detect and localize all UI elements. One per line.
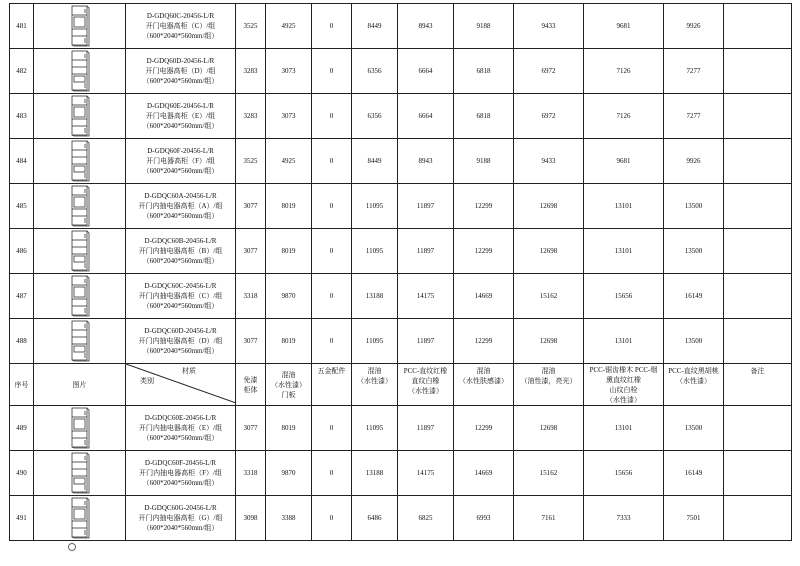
tall-cabinet-drawing-icon <box>69 140 91 182</box>
row-mix-water: 6486 <box>352 496 398 541</box>
row-mix-oil: 9433 <box>514 4 584 49</box>
row-pcc-walnut: 9926 <box>664 139 724 184</box>
table-row <box>10 406 792 451</box>
row-seq: 487 <box>10 274 34 319</box>
row-mix-water: 11095 <box>352 184 398 229</box>
row-mix-oil: 6972 <box>514 49 584 94</box>
row-exempt: 3077 <box>236 229 266 274</box>
row-model: D-GDQC60D-20456-L/R <box>144 327 217 335</box>
row-size: （600*2040*560mm/组） <box>142 257 219 265</box>
row-picture <box>34 451 126 496</box>
row-model-cell <box>126 184 236 229</box>
row-mix-skin: 14669 <box>454 274 514 319</box>
row-mix-skin: 12299 <box>454 406 514 451</box>
row-mix-oil: 12698 <box>514 229 584 274</box>
row-remark <box>724 184 792 229</box>
row-hardware: 0 <box>312 451 352 496</box>
row-seq: 489 <box>10 406 34 451</box>
table-row <box>10 139 792 184</box>
row-hardware: 0 <box>312 319 352 364</box>
header-pcc-walnut-line1: PCC-直纹黑胡桃 <box>668 367 719 375</box>
table-row <box>10 4 792 49</box>
header-mix-oil-line2: （油性漆，亮光） <box>520 377 577 385</box>
table-header-block <box>10 364 792 406</box>
row-remark <box>724 274 792 319</box>
row-model-cell <box>126 496 236 541</box>
row-pcc-saw: 13101 <box>584 184 664 229</box>
row-pcc-oak: 6664 <box>398 94 454 139</box>
row-model: D-GDQ60E-20456-L/R <box>147 102 214 110</box>
row-picture <box>34 139 126 184</box>
tall-cabinet-drawing-icon <box>69 320 91 362</box>
row-hardware: 0 <box>312 139 352 184</box>
price-table <box>9 3 792 541</box>
row-exempt: 3283 <box>236 49 266 94</box>
row-model: D-GDQC60F-20456-L/R <box>144 459 217 467</box>
header-remark: 备注 <box>724 364 792 406</box>
row-name: 开门内抽电器高柜（D）/组 <box>138 337 223 345</box>
row-mix-oil: 15162 <box>514 451 584 496</box>
row-mix-skin: 9188 <box>454 139 514 184</box>
row-pcc-walnut: 13500 <box>664 229 724 274</box>
row-model-cell <box>126 139 236 184</box>
row-model: D-GDQ60D-20456-L/R <box>146 57 215 65</box>
row-mix-door: 3388 <box>266 496 312 541</box>
header-exempt <box>236 364 266 406</box>
header-mix-door-line2: （水性漆） <box>271 380 306 389</box>
row-hardware: 0 <box>312 406 352 451</box>
row-exempt: 3098 <box>236 496 266 541</box>
row-seq: 486 <box>10 229 34 274</box>
row-pcc-oak: 11897 <box>398 184 454 229</box>
row-pcc-oak: 11897 <box>398 406 454 451</box>
row-name: 开门电器高柜（F）/组 <box>146 157 215 165</box>
header-pcc-oak-line2: 直纹白橡 <box>411 377 440 385</box>
row-model-cell <box>126 4 236 49</box>
row-remark <box>724 229 792 274</box>
tall-cabinet-drawing-icon <box>69 275 91 317</box>
row-remark <box>724 319 792 364</box>
row-pcc-saw: 9681 <box>584 4 664 49</box>
row-pcc-saw: 15656 <box>584 451 664 496</box>
tall-cabinet-drawing-icon <box>69 407 91 449</box>
row-name: 开门内抽电器高柜（G）/组 <box>138 514 223 522</box>
row-mix-skin: 12299 <box>454 229 514 274</box>
row-mix-door: 3073 <box>266 49 312 94</box>
header-pcc-oak-line1: PCC-直纹红橡 <box>403 367 448 375</box>
row-hardware: 0 <box>312 49 352 94</box>
row-model: D-GDQ60F-20456-L/R <box>147 147 214 155</box>
header-pcc-oak <box>398 364 454 406</box>
table-row <box>10 184 792 229</box>
row-pcc-walnut: 7501 <box>664 496 724 541</box>
row-model: D-GDQ60C-20456-L/R <box>146 12 215 20</box>
row-exempt: 3077 <box>236 319 266 364</box>
row-model-cell <box>126 319 236 364</box>
tall-cabinet-drawing-icon <box>69 95 91 137</box>
row-mix-skin: 9188 <box>454 4 514 49</box>
header-seq: 序号 <box>10 364 34 406</box>
row-exempt: 3318 <box>236 274 266 319</box>
row-mix-skin: 12299 <box>454 319 514 364</box>
row-mix-water: 11095 <box>352 319 398 364</box>
row-model-cell <box>126 229 236 274</box>
row-mix-door: 3073 <box>266 94 312 139</box>
table-row <box>10 94 792 139</box>
row-model-cell <box>126 49 236 94</box>
tall-cabinet-drawing-icon <box>69 50 91 92</box>
row-remark <box>724 496 792 541</box>
row-size: （600*2040*560mm/组） <box>142 479 219 487</box>
table-row <box>10 49 792 94</box>
row-mix-oil: 15162 <box>514 274 584 319</box>
row-picture <box>34 229 126 274</box>
header-mix-water-line2: （水性漆） <box>357 377 392 385</box>
row-size: （600*2040*560mm/组） <box>142 167 219 175</box>
row-mix-oil: 12698 <box>514 184 584 229</box>
page-corner-mark <box>68 543 76 551</box>
row-mix-water: 8449 <box>352 139 398 184</box>
header-mix-skin <box>454 364 514 406</box>
row-picture <box>34 319 126 364</box>
header-pcc-saw-line2: 熏直纹红橡 <box>606 376 641 384</box>
row-model: D-GDQC60E-20456-L/R <box>144 414 217 422</box>
row-name: 开门内抽电器高柜（F）/组 <box>139 469 222 477</box>
header-pcc-saw <box>584 364 664 406</box>
header-pcc-saw-line3: 山纹白栓 <box>609 386 638 394</box>
row-hardware: 0 <box>312 94 352 139</box>
row-pcc-oak: 11897 <box>398 229 454 274</box>
row-picture <box>34 94 126 139</box>
tall-cabinet-drawing-icon <box>69 452 91 494</box>
row-model: D-GDQC60A-20456-L/R <box>144 192 217 200</box>
row-mix-water: 13188 <box>352 451 398 496</box>
row-pcc-walnut: 13500 <box>664 184 724 229</box>
row-mix-door: 8019 <box>266 184 312 229</box>
row-mix-water: 13188 <box>352 274 398 319</box>
row-picture <box>34 496 126 541</box>
row-mix-oil: 12698 <box>514 406 584 451</box>
row-model-cell <box>126 406 236 451</box>
row-mix-door: 8019 <box>266 406 312 451</box>
row-mix-oil: 6972 <box>514 94 584 139</box>
row-pcc-oak: 11897 <box>398 319 454 364</box>
header-mix-skin-line2: （水性肤感漆） <box>459 377 508 385</box>
column-header-row <box>10 364 792 406</box>
row-mix-skin: 6818 <box>454 49 514 94</box>
row-mix-water: 6356 <box>352 49 398 94</box>
row-mix-water: 6356 <box>352 94 398 139</box>
row-name: 开门内抽电器高柜（E）/组 <box>138 424 223 432</box>
header-mix-water <box>352 364 398 406</box>
row-pcc-saw: 13101 <box>584 319 664 364</box>
row-pcc-walnut: 7277 <box>664 94 724 139</box>
row-remark <box>724 94 792 139</box>
row-remark <box>724 4 792 49</box>
row-size: （600*2040*560mm/组） <box>142 302 219 310</box>
row-pcc-saw: 7126 <box>584 49 664 94</box>
row-name: 开门内抽电器高柜（B）/组 <box>138 247 223 255</box>
table-body-top <box>10 4 792 364</box>
table-row <box>10 274 792 319</box>
row-pcc-walnut: 16149 <box>664 274 724 319</box>
tall-cabinet-drawing-icon <box>69 230 91 272</box>
header-mix-door <box>266 364 312 406</box>
row-exempt: 3077 <box>236 406 266 451</box>
row-mix-door: 8019 <box>266 229 312 274</box>
row-pcc-oak: 14175 <box>398 274 454 319</box>
header-pcc-saw-line4: （水性漆） <box>606 396 641 404</box>
header-mix-skin-line1: 混油 <box>476 367 491 375</box>
row-pcc-oak: 6664 <box>398 49 454 94</box>
row-pcc-saw: 7333 <box>584 496 664 541</box>
header-category-label: 类别 <box>140 377 154 385</box>
row-remark <box>724 451 792 496</box>
row-mix-door: 8019 <box>266 319 312 364</box>
row-mix-oil: 9433 <box>514 139 584 184</box>
row-exempt: 3283 <box>236 94 266 139</box>
row-hardware: 0 <box>312 184 352 229</box>
row-exempt: 3525 <box>236 139 266 184</box>
header-pcc-walnut-line2: （水性漆） <box>676 377 711 385</box>
row-size: （600*2040*560mm/组） <box>142 347 219 355</box>
row-pcc-walnut: 7277 <box>664 49 724 94</box>
row-model-cell <box>126 94 236 139</box>
header-hardware: 五金配件 <box>312 364 352 406</box>
row-picture <box>34 406 126 451</box>
tall-cabinet-drawing-icon <box>69 185 91 227</box>
row-seq: 490 <box>10 451 34 496</box>
row-model-cell <box>126 451 236 496</box>
row-remark <box>724 406 792 451</box>
row-picture <box>34 184 126 229</box>
row-mix-skin: 6993 <box>454 496 514 541</box>
header-pcc-oak-line3: （水性漆） <box>408 387 443 395</box>
header-mix-water-line1: 混油 <box>367 367 382 375</box>
row-pcc-saw: 7126 <box>584 94 664 139</box>
tall-cabinet-drawing-icon <box>69 497 91 539</box>
row-name: 开门电器高柜（E）/组 <box>145 112 216 120</box>
row-remark <box>724 49 792 94</box>
table-body-bottom <box>10 406 792 541</box>
row-pcc-walnut: 9926 <box>664 4 724 49</box>
header-mix-oil <box>514 364 584 406</box>
row-size: （600*2040*560mm/组） <box>142 524 219 532</box>
table-row <box>10 451 792 496</box>
row-size: （600*2040*560mm/组） <box>142 32 219 40</box>
header-mix-door-line3: 门板 <box>281 390 296 399</box>
row-seq: 484 <box>10 139 34 184</box>
row-mix-door: 4925 <box>266 139 312 184</box>
row-mix-water: 11095 <box>352 406 398 451</box>
row-size: （600*2040*560mm/组） <box>142 77 219 85</box>
header-material-label: 材质 <box>182 367 196 375</box>
row-picture <box>34 274 126 319</box>
row-pcc-oak: 8943 <box>398 139 454 184</box>
row-pcc-walnut: 16149 <box>664 451 724 496</box>
header-pcc-saw-line1: PCC-锯齿橡木 PCC-烟 <box>589 366 658 374</box>
table-row <box>10 496 792 541</box>
table-row <box>10 319 792 364</box>
row-seq: 482 <box>10 49 34 94</box>
row-mix-water: 8449 <box>352 4 398 49</box>
row-seq: 485 <box>10 184 34 229</box>
row-picture <box>34 49 126 94</box>
row-seq: 491 <box>10 496 34 541</box>
row-hardware: 0 <box>312 274 352 319</box>
row-pcc-oak: 14175 <box>398 451 454 496</box>
row-pcc-saw: 15656 <box>584 274 664 319</box>
row-hardware: 0 <box>312 496 352 541</box>
tall-cabinet-drawing-icon <box>69 5 91 47</box>
row-pcc-saw: 13101 <box>584 229 664 274</box>
row-mix-water: 11095 <box>352 229 398 274</box>
row-pcc-saw: 13101 <box>584 406 664 451</box>
row-size: （600*2040*560mm/组） <box>142 212 219 220</box>
row-exempt: 3077 <box>236 184 266 229</box>
row-mix-door: 9870 <box>266 274 312 319</box>
row-pcc-oak: 8943 <box>398 4 454 49</box>
row-hardware: 0 <box>312 4 352 49</box>
row-model: D-GDQC60C-20456-L/R <box>144 282 217 290</box>
row-name: 开门内抽电器高柜（A）/组 <box>138 202 223 210</box>
row-name: 开门内抽电器高柜（C）/组 <box>138 292 223 300</box>
row-pcc-walnut: 13500 <box>664 406 724 451</box>
row-mix-skin: 14669 <box>454 451 514 496</box>
row-seq: 481 <box>10 4 34 49</box>
header-material-category <box>126 364 236 406</box>
row-mix-skin: 12299 <box>454 184 514 229</box>
row-seq: 483 <box>10 94 34 139</box>
row-name: 开门电器高柜（D）/组 <box>145 67 216 75</box>
row-model: D-GDQC60G-20456-L/R <box>144 504 217 512</box>
row-pcc-walnut: 13500 <box>664 319 724 364</box>
row-picture <box>34 4 126 49</box>
row-size: （600*2040*560mm/组） <box>142 122 219 130</box>
row-mix-door: 4925 <box>266 4 312 49</box>
row-remark <box>724 139 792 184</box>
row-mix-door: 9870 <box>266 451 312 496</box>
row-mix-skin: 6818 <box>454 94 514 139</box>
header-exempt-line2: 柜体 <box>243 385 258 394</box>
row-hardware: 0 <box>312 229 352 274</box>
header-picture: 图片 <box>34 364 126 406</box>
row-exempt: 3318 <box>236 451 266 496</box>
header-mix-oil-line1: 混油 <box>541 367 556 375</box>
row-size: （600*2040*560mm/组） <box>142 434 219 442</box>
header-exempt-line1: 免漆 <box>243 375 258 384</box>
row-pcc-oak: 6825 <box>398 496 454 541</box>
header-mix-door-line1: 混油 <box>281 370 296 379</box>
row-mix-oil: 7161 <box>514 496 584 541</box>
row-model: D-GDQC60B-20456-L/R <box>144 237 217 245</box>
row-exempt: 3525 <box>236 4 266 49</box>
row-model-cell <box>126 274 236 319</box>
row-mix-oil: 12698 <box>514 319 584 364</box>
table-row <box>10 229 792 274</box>
row-seq: 488 <box>10 319 34 364</box>
row-pcc-saw: 9681 <box>584 139 664 184</box>
row-name: 开门电器高柜（C）/组 <box>145 22 216 30</box>
header-pcc-walnut <box>664 364 724 406</box>
